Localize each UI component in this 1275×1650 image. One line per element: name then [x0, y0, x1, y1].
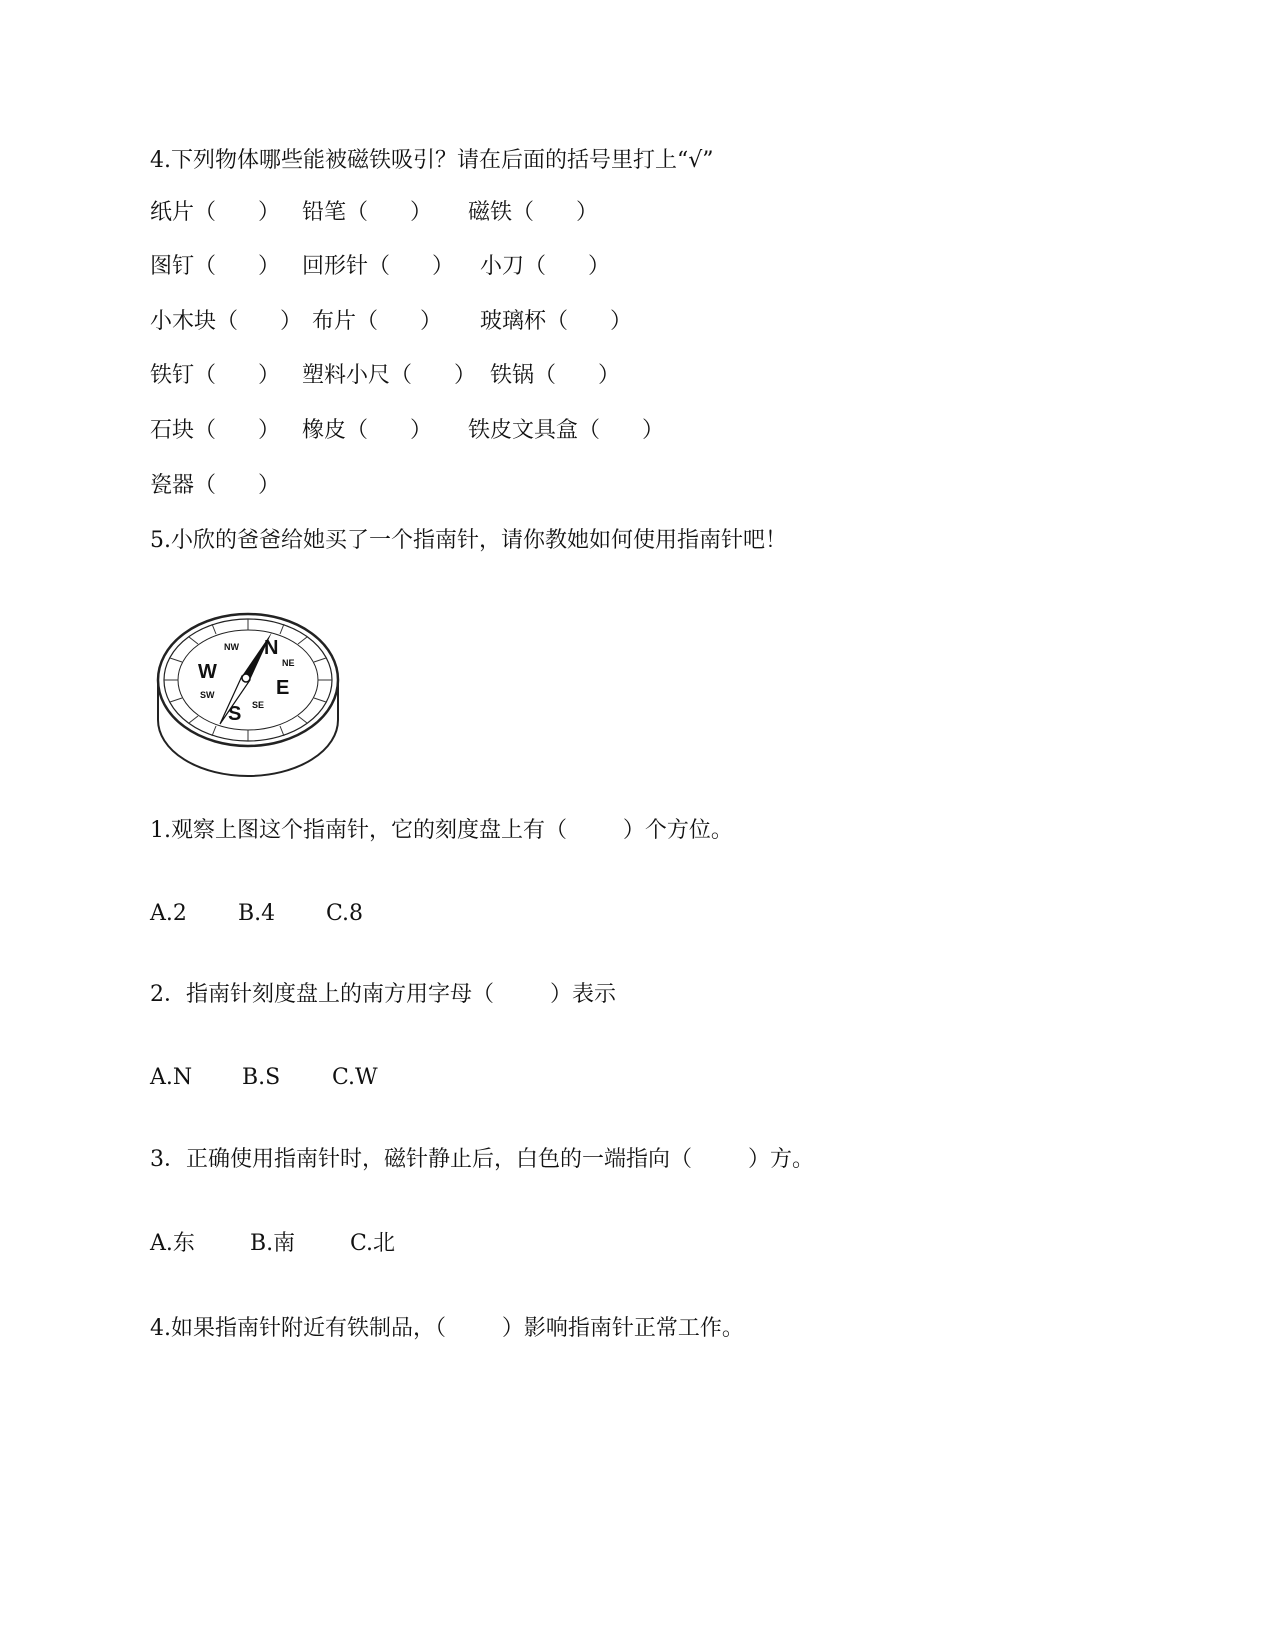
item-knife: 小刀（ ） [480, 254, 610, 279]
option-b: B.4 [238, 901, 276, 926]
option-b: B.南 [250, 1231, 296, 1256]
compass-illustration [152, 610, 352, 790]
item-wood-block: 小木块（ ） [150, 309, 302, 334]
item-stone: 石块（ ） [150, 418, 280, 443]
option-c: C.W [332, 1065, 378, 1090]
item-nail: 铁钉（ ） [150, 363, 280, 388]
item-cloth: 布片（ ） [312, 309, 442, 334]
compass-label-w: W [198, 661, 217, 683]
item-magnet: 磁铁（ ） [468, 200, 598, 225]
compass-label-s: S [228, 703, 242, 725]
compass-label-se: SE [252, 700, 265, 710]
question-4-title: 4.下列物体哪些能被磁铁吸引？请在后面的括号里打上“√” [150, 148, 714, 173]
item-iron-pot: 铁锅（ ） [490, 363, 620, 388]
subquestion-1: 1.观察上图这个指南针，它的刻度盘上有（ ）个方位。 [150, 818, 733, 843]
compass-label-ne: NE [282, 658, 295, 668]
option-c: C.北 [350, 1231, 396, 1256]
question-5-title: 5.小欣的爸爸给她买了一个指南针，请你教她如何使用指南针吧！ [150, 528, 787, 553]
option-b: B.S [242, 1065, 281, 1090]
item-paper: 纸片（ ） [150, 200, 280, 225]
subquestion-3: 3．正确使用指南针时，磁针静止后，白色的一端指向（ ）方。 [150, 1147, 814, 1172]
compass-label-nw: NW [224, 642, 239, 652]
compass-label-n: N [264, 637, 279, 659]
item-thumbtack: 图钉（ ） [150, 254, 280, 279]
subquestion-2: 2．指南针刻度盘上的南方用字母（ ）表示 [150, 982, 616, 1007]
option-c: C.8 [326, 901, 364, 926]
option-a: A.东 [150, 1231, 195, 1256]
option-a: A.2 [150, 901, 187, 926]
compass-label-e: E [276, 677, 290, 699]
item-plastic-ruler: 塑料小尺（ ） [302, 363, 476, 388]
option-a: A.N [150, 1065, 193, 1090]
compass-label-sw: SW [200, 690, 215, 700]
item-pencil: 铅笔（ ） [302, 200, 432, 225]
item-pencil-case: 铁皮文具盒（ ） [468, 418, 664, 443]
item-paperclip: 回形针（ ） [302, 254, 454, 279]
item-eraser: 橡皮（ ） [302, 418, 432, 443]
item-porcelain: 瓷器（ ） [150, 473, 280, 498]
subquestion-4: 4.如果指南针附近有铁制品，（ ）影响指南针正常工作。 [150, 1316, 744, 1341]
item-glass-cup: 玻璃杯（ ） [480, 309, 632, 334]
